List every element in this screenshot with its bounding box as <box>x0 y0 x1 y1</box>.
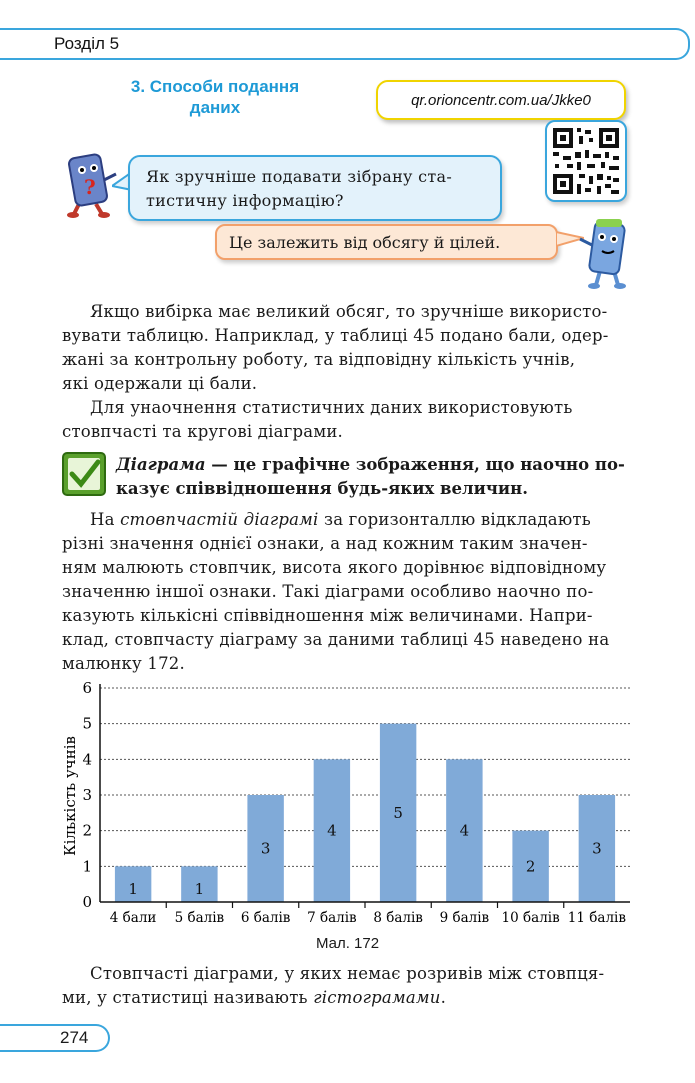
p3-line7: малюнку 172. <box>62 654 185 673</box>
bar-value-label: 5 <box>393 803 403 822</box>
y-tick-label: 4 <box>82 750 92 769</box>
chart-bars <box>115 724 615 902</box>
paragraph-2-cont <box>62 420 632 444</box>
page-number: 274 <box>60 1028 89 1047</box>
chart-y-label: Кількість учнів <box>61 736 79 856</box>
bar-value-label: 4 <box>459 821 470 840</box>
paragraph-3-cont <box>62 532 632 676</box>
p4-line1: Стовпчасті діаграми, у яких немає розривів між стовпця- <box>90 964 605 983</box>
p3-line6: клад, стовпчасту діаграму за даними таблиці 45 наведено на <box>62 630 610 649</box>
page-number-tab <box>0 1024 110 1052</box>
paragraph-3 <box>62 508 632 532</box>
definition <box>116 453 632 501</box>
p3-line4: значенню іншої ознаки. Такі діаграми особливо наочно по- <box>62 582 594 601</box>
p4-post: . <box>440 988 447 1007</box>
p3-italic: стовпчастій діаграмі <box>120 510 319 529</box>
x-tick-label: 8 балів <box>373 910 423 926</box>
paragraph-1-cont <box>62 324 632 396</box>
paragraph-4-cont <box>62 986 632 1010</box>
chapter-label: Розділ 5 <box>54 34 120 53</box>
chart-grid <box>100 688 630 866</box>
p1-line3: жані за контрольну роботу, та відповідну кількість учнів, <box>62 350 576 369</box>
definition-term: Діаграма <box>116 455 206 474</box>
question-bubble <box>128 155 502 221</box>
y-tick-label: 3 <box>82 786 92 804</box>
y-tick-label: 2 <box>82 821 92 840</box>
bar-value-label: 1 <box>128 880 138 898</box>
robot-answer-icon <box>576 215 636 290</box>
x-tick-label: 6 балів <box>240 910 291 926</box>
chart-x-ticks <box>110 910 627 926</box>
paragraph-4 <box>62 962 632 986</box>
p3-line3: ням малюють стовпчик, висота якого дорівнює відповідному <box>62 558 607 577</box>
bar-value-label: 4 <box>327 821 337 840</box>
p3-post: за горизонталлю відкладають <box>318 510 591 529</box>
bar-value-label: 3 <box>592 839 602 858</box>
p3-pre: На <box>90 510 121 529</box>
y-tick-label: 5 <box>82 714 92 733</box>
bar-value-label: 3 <box>260 839 271 858</box>
section-title-line1: 3. Способи подання <box>130 77 300 96</box>
definition-line2: казує співвідношення будь-яких величин. <box>116 479 528 498</box>
p3-line2: різні значення однієї ознаки, а над кожним таким значен- <box>62 534 588 553</box>
x-tick-label: 10 балів <box>501 910 560 926</box>
p4-pre: ми, у статистиці називають <box>62 988 314 1007</box>
bar-value-label: 1 <box>194 880 205 898</box>
p3-line5: казують кількісні співвідношення між величинами. Напри- <box>62 606 593 625</box>
x-tick-label: 7 балів <box>307 910 357 926</box>
qr-code-graphic <box>547 122 625 200</box>
x-tick-label: 5 балів <box>174 910 225 926</box>
chart-axes <box>100 684 630 908</box>
y-tick-label: 0 <box>82 893 92 911</box>
p3-line1 <box>62 508 632 532</box>
definition-line1 <box>116 453 632 477</box>
answer-bubble: Це залежить від обсягу й цілей. <box>215 224 558 260</box>
p1-line4: які одержали ці бали. <box>62 374 258 393</box>
svg-text:?: ? <box>84 175 96 199</box>
p4-italic: гістограмами <box>313 988 441 1007</box>
p1-line2: вувати таблицю. Наприклад, у таблиці 45 подано бали, одер- <box>62 326 609 345</box>
paragraph-1 <box>62 300 632 324</box>
x-tick-label: 9 балів <box>439 910 490 926</box>
p2-line1: Для унаочнення статистичних даних використовують <box>90 398 573 417</box>
question-line1: Як зручніше подавати зібрану ста- <box>146 167 453 186</box>
section-title-line2: даних <box>189 98 241 117</box>
chart-y-ticks <box>82 679 92 911</box>
y-tick-label: 1 <box>82 857 92 876</box>
x-tick-label: 11 балів <box>567 910 626 926</box>
figure-caption: Мал. 172 <box>315 935 380 952</box>
p2-line2: стовпчасті та кругові діаграми. <box>62 422 344 441</box>
p1-line1: Якщо вибірка має великий обсяг, то зручніше використо- <box>90 302 608 321</box>
definition-rest1: — це графічне зображення, що наочно по- <box>205 455 625 474</box>
paragraph-2 <box>62 396 632 420</box>
bar-chart <box>55 676 635 931</box>
x-tick-label: 4 бали <box>109 910 157 926</box>
qr-code-icon[interactable] <box>545 120 627 202</box>
section-title <box>100 76 330 118</box>
y-tick-label: 6 <box>82 679 92 697</box>
qr-link[interactable]: qr.orioncentr.com.ua/Jkke0 <box>376 80 626 120</box>
bar-value-label: 2 <box>525 857 536 876</box>
question-line2: тистичну інформацію? <box>146 191 344 210</box>
checkmark-icon <box>62 452 106 496</box>
p4-line2 <box>62 986 632 1010</box>
